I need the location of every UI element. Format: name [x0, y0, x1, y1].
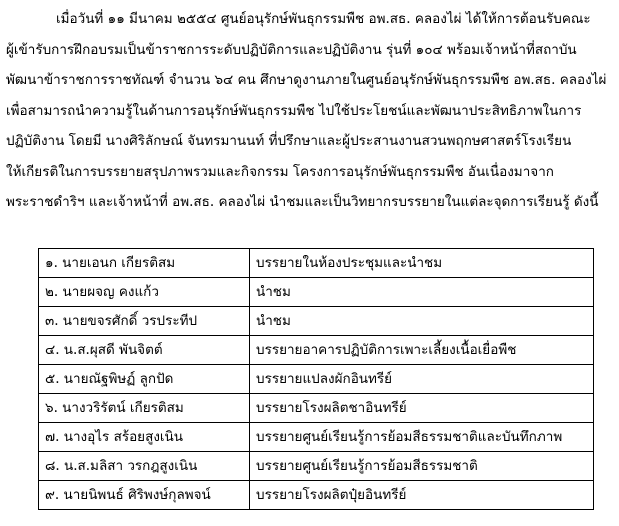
table-row — [39, 278, 594, 307]
staff-table — [38, 248, 594, 510]
staff-name-cell: ๙. นายนิพนธ์ ศิริพงษ์กุลพจน์ — [39, 481, 250, 510]
intro-paragraph — [6, 4, 612, 218]
staff-name-cell: ๘. น.ส.มลิสา วรกฎสูงเนิน — [39, 452, 250, 481]
paragraph-line: ผู้เข้ารับการฝึกอบรมเป็นข้าราชการระดับปฏิบัติการและปฏิบัติงาน รุ่นที่ ๑๐๔ พร้อมเจ้าหน้าที่สถาบัน — [6, 41, 577, 58]
staff-duty-cell: บรรยายศูนย์เรียนรู้การย้อมสีธรรมชาติและบันทึกภาพ — [250, 423, 594, 452]
paragraph-line: ปฏิบัติงาน โดยมี นางศิริลักษณ์ จันทรมานนท์ ที่ปรึกษาและผู้ประสานงานสวนพฤกษศาสตร์โรงเรียน — [6, 133, 572, 149]
table-row — [39, 394, 594, 423]
staff-name-cell: ๗. นางอุไร สร้อยสูงเนิน — [39, 423, 250, 452]
staff-duty-cell: บรรยายอาคารปฏิบัติการเพาะเลี้ยงเนื้อเยื่อพืช — [250, 336, 594, 365]
staff-name-cell: ๒. นายผจญ คงแก้ว — [39, 278, 250, 307]
paragraph-line: เพื่อสามารถนำความรู้ในด้านการอนุรักษ์พันธุกรรมพืช ไปใช้ประโยชน์และพัฒนาประสิทธิภาพในการ — [6, 102, 582, 119]
staff-duty-cell: บรรยายโรงผลิตปุ๋ยอินทรีย์ — [250, 481, 594, 510]
staff-name-cell: ๔. น.ส.ผุสดี พันจิตต์ — [39, 336, 250, 365]
staff-duty-cell: บรรยายโรงผลิตชาอินทรีย์ — [250, 394, 594, 423]
paragraph-line: ให้เกียรติในการบรรยายสรุปภาพรวมและกิจกรรม โครงการอนุรักษ์พันธุกรรมพืช อันเนื่องมาจาก — [6, 163, 554, 180]
paragraph-line: พระราชดำริฯ และเจ้าหน้าที่ อพ.สธ. คลองไผ่ นำชมและเป็นวิทยากรบรรยายในแต่ละจุดการเรียนรู้ ดังนี้ — [6, 194, 599, 210]
staff-duty-cell: นำชม — [250, 278, 594, 307]
staff-duty-cell: นำชม — [250, 307, 594, 336]
table-row — [39, 249, 594, 278]
table-row — [39, 452, 594, 481]
table-row — [39, 307, 594, 336]
staff-duty-cell: บรรยายแปลงผักอินทรีย์ — [250, 365, 594, 394]
table-row — [39, 365, 594, 394]
table-row — [39, 336, 594, 365]
table-row — [39, 423, 594, 452]
staff-name-cell: ๕. นายณัฐพิษฏ์ ลูกปัด — [39, 365, 250, 394]
paragraph-line: พัฒนาข้าราชการราชทัณฑ์ จำนวน ๖๔ คน ศึกษาดูงานภายในศูนย์อนุรักษ์พันธุกรรมพืช อพ.สธ. คลองไผ่ — [6, 72, 607, 88]
paragraph-line: เมื่อวันที่ ๑๑ มีนาคม ๒๕๕๔ ศูนย์อนุรักษ์พันธุกรรมพืช อพ.สธ. คลองไผ่ ได้ให้การต้อนรับคณะ — [56, 11, 591, 27]
staff-duty-cell: บรรยายศูนย์เรียนรู้การย้อมสีธรรมชาติ — [250, 452, 594, 481]
staff-name-cell: ๖. นางวริรัตน์ เกียรติสม — [39, 394, 250, 423]
table-row — [39, 481, 594, 510]
staff-name-cell: ๑. นายเอนก เกียรติสม — [39, 249, 250, 278]
staff-duty-cell: บรรยายในห้องประชุมและนำชม — [250, 249, 594, 278]
staff-name-cell: ๓. นายขจรศักดิ์ วรประทีป — [39, 307, 250, 336]
